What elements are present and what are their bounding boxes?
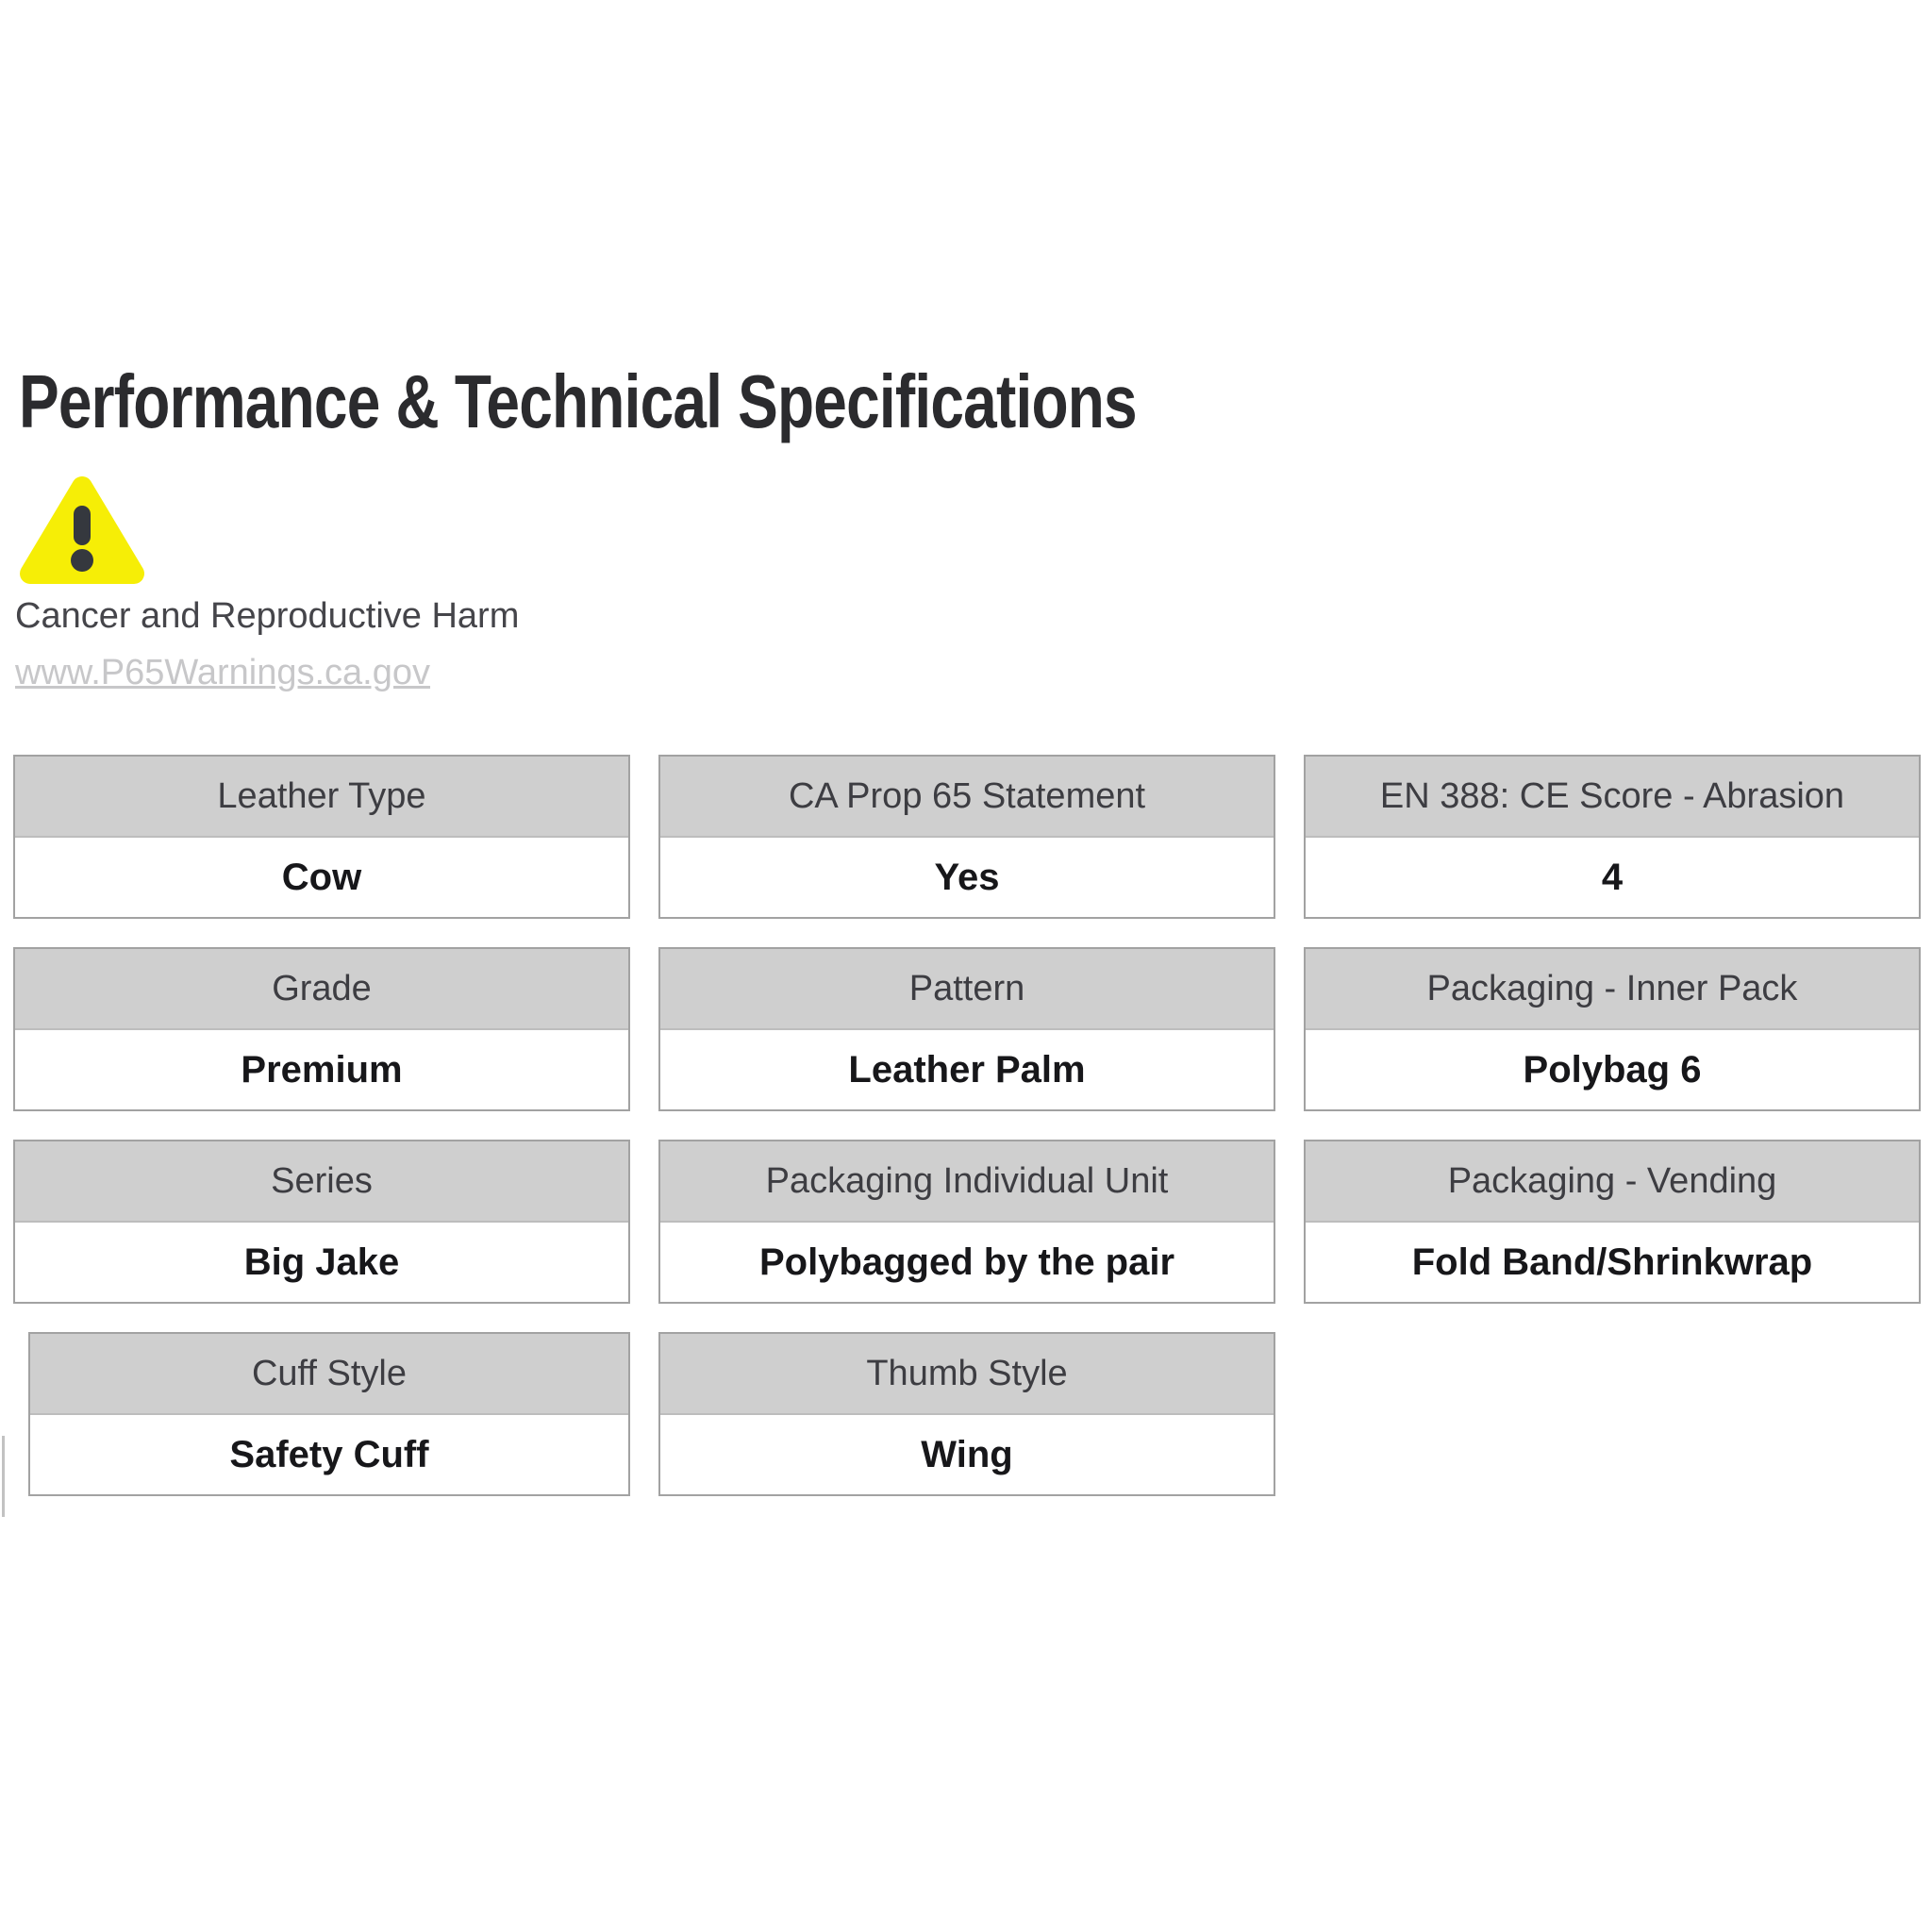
left-edge-line-artifact	[2, 1436, 5, 1517]
spec-value: Polybagged by the pair	[758, 1241, 1175, 1283]
spec-card-series	[13, 1140, 630, 1304]
spec-label: Thumb Style	[660, 1334, 1274, 1415]
spec-label: Cuff Style	[30, 1334, 628, 1415]
spec-label: Packaging - Inner Pack	[1306, 949, 1919, 1030]
spec-value: Safety Cuff	[229, 1433, 429, 1475]
spec-card-leather-type	[13, 755, 630, 919]
spec-label: Pattern	[660, 949, 1274, 1030]
spec-value: Big Jake	[243, 1241, 400, 1283]
spec-card-en388-abrasion	[1304, 755, 1921, 919]
spec-grid	[13, 755, 1921, 1496]
warning-triangle-icon	[15, 472, 149, 591]
page-title	[13, 0, 1921, 443]
spec-value: Premium	[241, 1048, 403, 1091]
spec-card-ca-prop-65	[658, 755, 1275, 919]
spec-label: CA Prop 65 Statement	[660, 757, 1274, 838]
p65-warning-link[interactable]: www.P65Warnings.ca.gov	[15, 653, 431, 692]
page-title-text: Performance & Technical Specifications	[19, 359, 1137, 443]
spec-card-packaging-inner-pack	[1304, 947, 1921, 1111]
spec-value: 4	[1601, 856, 1624, 898]
spec-label: Leather Type	[15, 757, 628, 838]
spec-card-grade	[13, 947, 630, 1111]
spec-label: Series	[15, 1141, 628, 1223]
spec-value: Fold Band/Shrinkwrap	[1411, 1241, 1813, 1283]
spec-label: EN 388: CE Score - Abrasion	[1306, 757, 1919, 838]
spec-value: Leather Palm	[848, 1048, 1086, 1091]
spec-card-packaging-vending	[1304, 1140, 1921, 1304]
spec-value: Yes	[934, 856, 1000, 898]
spec-value: Polybag 6	[1523, 1048, 1702, 1091]
spec-label: Packaging - Vending	[1306, 1141, 1919, 1223]
spec-value: Wing	[921, 1433, 1013, 1475]
spec-card-cuff-style	[28, 1332, 630, 1496]
warning-text: Cancer and Reproductive Harm	[15, 596, 520, 636]
spec-card-packaging-individual-unit	[658, 1140, 1275, 1304]
spec-card-thumb-style	[658, 1332, 1275, 1496]
spec-label: Grade	[15, 949, 628, 1030]
spec-label: Packaging Individual Unit	[660, 1141, 1274, 1223]
spec-value: Cow	[281, 856, 362, 898]
spec-card-pattern	[658, 947, 1275, 1111]
